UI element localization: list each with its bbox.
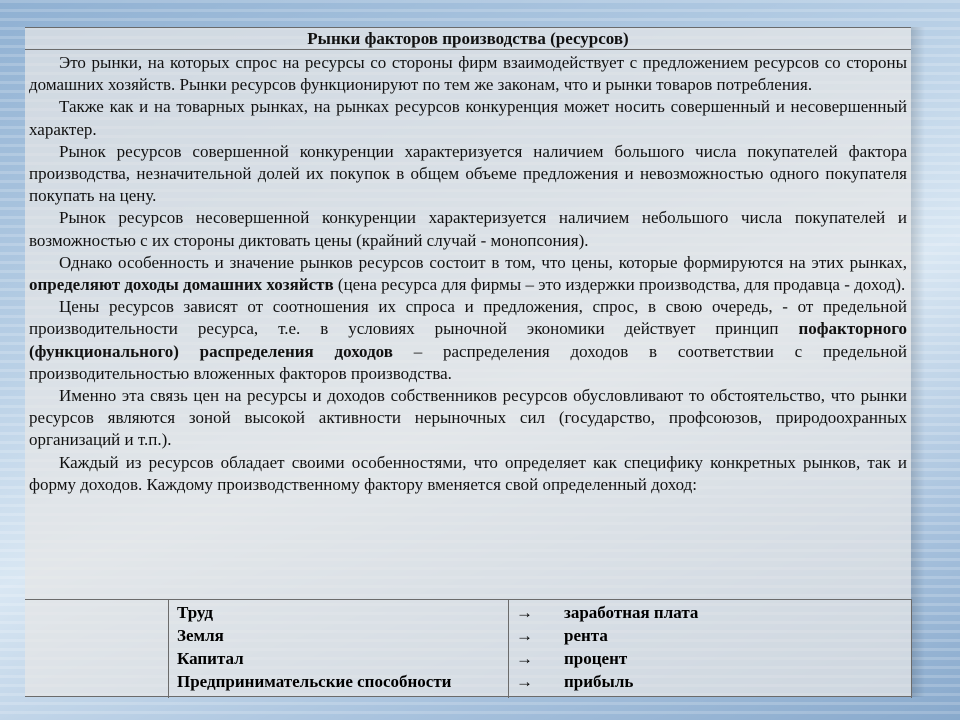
text-run: Однако особенность и значение рынков ресурсов состоит в том, что цены, которые формируются на этих рынках, [59, 252, 907, 272]
factor-income-table [168, 599, 912, 698]
arrow-right-icon: → [516, 649, 533, 668]
factor-item: Предпринимательские способности [177, 672, 452, 691]
text-run: Также как и на товарных рынках, на рынках ресурсов конкуренция может носить совершенный и несовершенный характер. [29, 97, 907, 139]
income-row [516, 601, 906, 624]
income-row [516, 647, 906, 670]
column-separator [508, 599, 509, 698]
body-text [29, 52, 907, 496]
arrow-right-icon: → [516, 626, 533, 645]
paragraph [29, 207, 907, 251]
factor-item: Капитал [177, 649, 244, 668]
text-run: (цена ресурса для фирмы – это издержки производства, для продавца - доход). [333, 275, 906, 295]
income-item: процент [564, 649, 628, 668]
arrow-right-icon: → [516, 672, 533, 691]
income-item: прибыль [564, 672, 634, 691]
income-item: заработная плата [564, 603, 699, 622]
arrow-right-icon: → [516, 603, 533, 622]
text-run: Именно эта связь цен на ресурсы и доходов собственников ресурсов обусловливают то обстоятельство, что рынки ресурсов являются зоной высокой активности нерыночных сил (государство, профсоюзов, природоохранных организаций и т.п.). [29, 386, 907, 450]
text-run: Это рынки, на которых спрос на ресурсы со стороны фирм взаимодействует с предложением ресурсов со стороны домашних хозяйств. Рынки ресурсов функционируют по тем же законам, что и рынки товаров потребления. [29, 53, 907, 95]
text-run: Рынок ресурсов совершенной конкуренции характеризуется наличием большого числа покупателей фактора производства, незначительной долей их покупок в общем объеме предложения и невозможностью одного покупателя покупать на цену. [29, 141, 907, 206]
text-run: Цены ресурсов зависят от соотношения их спроса и предложения, спрос, в свою очередь, - от предельной производительности ресурса, т.е. в условиях рыночной экономики действует принцип [29, 297, 907, 339]
paragraph [29, 252, 907, 296]
emphasis-text: определяют доходы домашних хозяйств [29, 275, 334, 295]
text-run: Рынок ресурсов несовершенной конкуренции характеризуется наличием небольшого числа покупателей и возможностью с их стороны диктовать цены (крайний случай - монопсония). [29, 208, 907, 250]
factor-item: Земля [177, 626, 224, 645]
paragraph [29, 52, 907, 96]
income-column [516, 599, 906, 693]
slide-content-frame [25, 27, 911, 697]
paragraph [29, 96, 907, 140]
paragraph [29, 141, 907, 208]
income-item: рента [564, 626, 608, 645]
slide-shadow [911, 27, 925, 697]
text-run: – распределения доходов в соответствии с предельной производительностью вложенных факторов производства. [29, 341, 908, 383]
paragraph [29, 296, 907, 385]
emphasis-text: пофакторного (функционального) распределения доходов [29, 319, 907, 361]
income-row [516, 670, 906, 693]
paragraph [29, 385, 907, 452]
text-run: Каждый из ресурсов обладает своими особенностями, что определяет как специфику конкретных рынков, так и форму доходов. Каждому производственному фактору вменяется свой определенный доход: [29, 452, 907, 494]
slide-title: Рынки факторов производства (ресурсов) [25, 28, 911, 50]
income-row [516, 624, 906, 647]
factor-item: Труд [177, 603, 213, 622]
paragraph [29, 452, 907, 496]
factor-column [177, 599, 507, 693]
